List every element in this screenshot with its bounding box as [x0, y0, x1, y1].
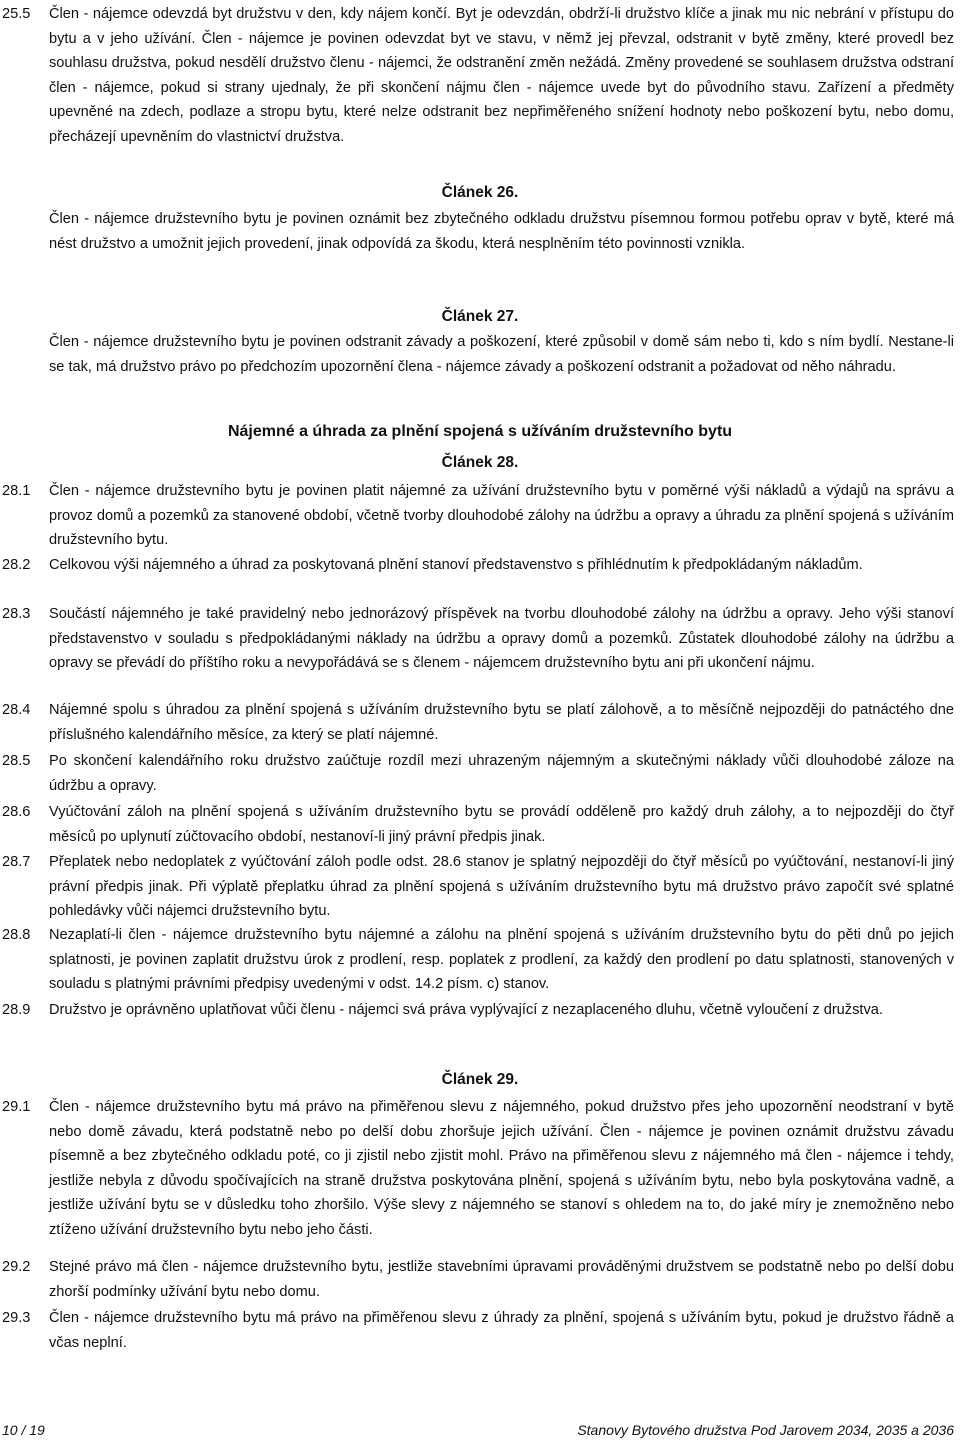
paragraph-number: 28.6 — [2, 804, 31, 820]
paragraph-number: 29.1 — [2, 1099, 31, 1115]
paragraph-text: Stejné právo má člen - nájemce družstevního bytu, jestliže stavebními úpravami prováděnými družstvem se podstatně nebo po delší dobu zhorší podmínky užívání bytu nebo domu. — [49, 1259, 954, 1300]
paragraph-text: Člen - nájemce družstevního bytu je povinen platit nájemné za užívání družstevního bytu v poměrné výši nákladů a výdajů na správu a provoz domů a pozemků za stanovené období, včetně tvorby dlouhodobé zálohy na údržbu a opravy a úhradu za plnění spojená s užíváním družstevního bytu. — [49, 483, 954, 548]
article-27-text: Člen - nájemce družstevního bytu je povinen odstranit závady a poškození, které způsobil v domě sám nebo ti, kdo s ním bydlí. Nestane-li se tak, má družstvo právo po předchozím upozornění člena - nájemce závady a poškození odstranit a požadovat od něho náhradu. — [49, 334, 954, 375]
paragraph-text: Nezaplatí-li člen - nájemce družstevního bytu nájemné a zálohu na plnění spojená s užíváním družstevního bytu do pěti dnů po jejich splatnosti, je povinen zaplatit družstvu úrok z prodlení, resp. poplatek z prodlení, za každý den prodlení po datu splatnosti, stanovených v souladu s platnými právními předpisy uvedenými v odst. 14.2 písm. c) stanov. — [49, 927, 954, 992]
article-heading-28: Článek 28. — [441, 454, 519, 471]
document-footer-title: Stanovy Bytového družstva Pod Jarovem 2034, 2035 a 2036 — [577, 1422, 954, 1438]
article-heading-26: Článek 26. — [441, 184, 519, 201]
paragraph-number: 28.3 — [2, 606, 31, 622]
paragraph-29-3 — [0, 1306, 954, 1355]
paragraph-number: 28.7 — [2, 854, 31, 870]
paragraph-text: Nájemné spolu s úhradou za plnění spojená s užíváním družstevního bytu se platí zálohově, a to měsíčně nejpozději do patnáctého dne příslušného kalendářního měsíce, za který se platí nájemné. — [49, 702, 954, 743]
paragraph-28-7 — [0, 850, 954, 924]
paragraph-number: 28.1 — [2, 483, 31, 499]
section-title: Nájemné a úhrada za plnění spojená s užíváním družstevního bytu — [227, 423, 733, 440]
paragraph-text: Člen - nájemce družstevního bytu má právo na přiměřenou slevu z nájemného, pokud družstvo přes jeho upozornění neodstraní v bytě nebo domě závadu, která podstatně nebo po delší dobu zhoršuje jejich užívání. Člen - nájemce je povinen oznámit družstvu závadu písemně a bez zbytečného odkladu poté, co ji zjistil nebo zjistit mohl. Právo na přiměřenou slevu z nájemného má člen - nájemce i tehdy, jestliže nebyla z důvodu spočívajících na straně družstva poskytována plnění, spojená s užíváním bytu, nebo byla poskytována vadně, a jestliže užívání bytu se v důsledku toho zhoršilo. Výše slevy z nájemného se stanoví s ohledem na to, do jaké míry je znemožněno nebo ztíženo užívání družstevního bytu nebo jeho části. — [49, 1099, 954, 1238]
paragraph-28-4 — [0, 698, 954, 747]
paragraph-text: Družstvo je oprávněno uplatňovat vůči členu - nájemci svá práva vyplývající z nezaplaceného dluhu, včetně vyloučení z družstva. — [49, 1002, 883, 1018]
paragraph-text: Celkovou výši nájemného a úhrad za poskytovaná plnění stanoví představenstvo s přihlédnutím k předpokládaným nákladům. — [49, 557, 863, 573]
paragraph-number: 25.5 — [2, 6, 31, 22]
paragraph-28-9 — [0, 998, 954, 1023]
paragraph-number: 28.8 — [2, 927, 31, 943]
article-heading-29: Článek 29. — [441, 1071, 519, 1088]
paragraph-number: 28.2 — [2, 557, 31, 573]
paragraph-text: Přeplatek nebo nedoplatek z vyúčtování záloh podle odst. 28.6 stanov je splatný nejpozději do čtyř měsíců po vyúčtování, nestanoví-li jiný právní předpis jinak. Při výplatě přeplatku úhrad za plnění spojená s užíváním družstevního bytu má družstvo právo započít své splatné pohledávky vůči nájemci družstevního bytu. — [49, 854, 954, 919]
paragraph-text: Po skončení kalendářního roku družstvo zaúčtuje rozdíl mezi uhrazeným nájemným a skutečnými náklady vůči dlouhodobé záloze na údržbu a opravy. — [49, 753, 954, 794]
paragraph-28-3 — [0, 602, 954, 676]
page-number: 10 / 19 — [2, 1422, 45, 1438]
paragraph-28-1 — [0, 479, 954, 553]
paragraph-29-1 — [0, 1095, 954, 1242]
paragraph-text: Člen - nájemce odevzdá byt družstvu v den, kdy nájem končí. Byt je odevzdán, obdrží-li družstvo klíče a jinak mu nic nebrání v přístupu do bytu a v jeho užívání. Člen - nájemce je povinen odevzdat byt ve stavu, v němž jej převzal, odstranit v bytě změny, které provedl bez souhlasu družstva, pokud nesdělí družstvo členu - nájemci, že odstranění změn nežádá. Změny provedené se souhlasem družstva odstraní člen - nájemce, pokud si strany ujednaly, že při skončení nájmu člen - nájemce uvede byt do původního stavu. Zařízení a předměty upevněné na zdech, podlaze a stropu bytu, které nelze odstranit bez nepřiměřeného snížení hodnoty nebo poškození bytu, nebo domu, přecházejí upevněním do vlastnictví družstva. — [49, 6, 954, 145]
paragraph-28-6 — [0, 800, 954, 849]
paragraph-text: Součástí nájemného je také pravidelný nebo jednorázový příspěvek na tvorbu dlouhodobé zálohy na údržbu a opravy. Jeho výši stanoví představenstvo v souladu s předpokládanými náklady na údržbu a opravy domů a pozemků. Zůstatek dlouhodobé zálohy na údržbu a opravy se převádí do příštího roku a nevypořádává se s členem - nájemcem družstevního bytu ani při ukončení nájmu. — [49, 606, 954, 671]
paragraph-text: Vyúčtování záloh na plnění spojená s užíváním družstevního bytu se provádí odděleně pro každý druh zálohy, a to nejpozději do čtyř měsíců po uplynutí zúčtovacího období, nestanoví-li jiný právní předpis jinak. — [49, 804, 954, 845]
paragraph-number: 28.4 — [2, 702, 31, 718]
paragraph-number: 29.3 — [2, 1310, 31, 1326]
paragraph-number: 28.9 — [2, 1002, 31, 1018]
paragraph-28-5 — [0, 749, 954, 798]
paragraph-28-8 — [0, 923, 954, 997]
paragraph-25-5 — [0, 2, 954, 149]
article-26-text: Člen - nájemce družstevního bytu je povinen oznámit bez zbytečného odkladu družstvu písemnou formou potřebu oprav v bytě, které má nést družstvo a umožnit jejich provedení, jinak odpovídá za škodu, která nesplněním této povinnosti vznikla. — [49, 211, 954, 252]
paragraph-28-2 — [0, 553, 954, 578]
article-heading-27: Článek 27. — [441, 308, 519, 325]
paragraph-number: 28.5 — [2, 753, 31, 769]
paragraph-29-2 — [0, 1255, 954, 1304]
paragraph-number: 29.2 — [2, 1259, 31, 1275]
paragraph-text: Člen - nájemce družstevního bytu má právo na přiměřenou slevu z úhrady za plnění, spojená s užíváním bytu, pokud je družstvo řádně a včas neplní. — [49, 1310, 954, 1351]
